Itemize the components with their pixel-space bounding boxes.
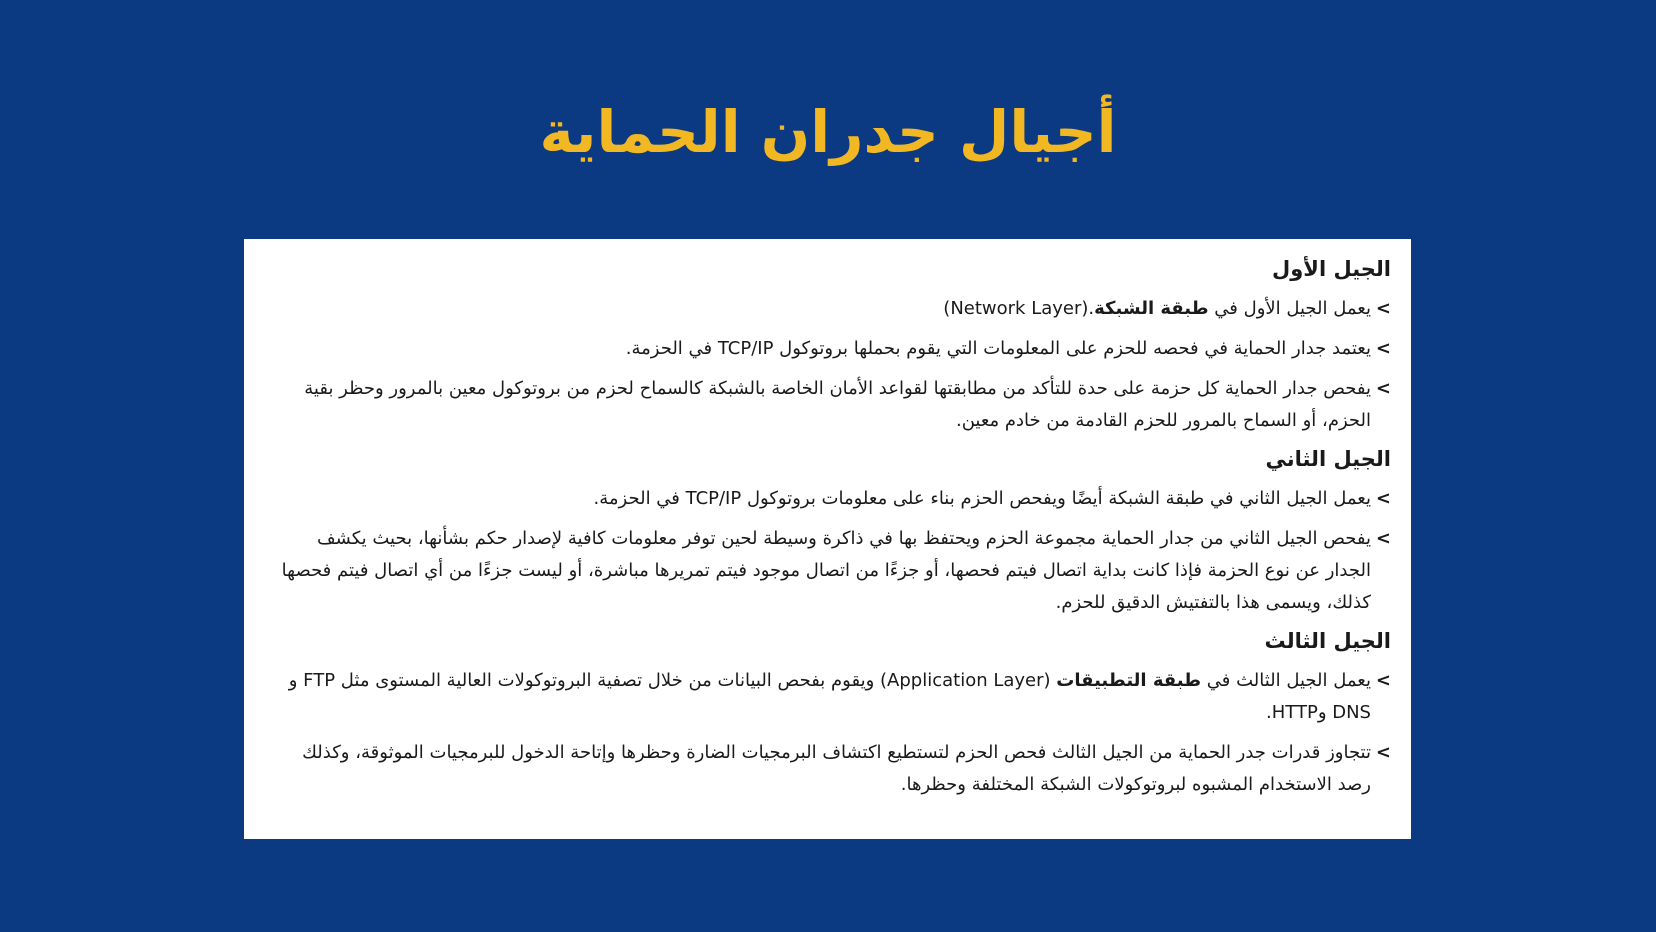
bullet-bold-text: طبقة الشبكة xyxy=(1094,298,1209,319)
bullet-marker: > xyxy=(1375,338,1391,359)
bullet-text: يفحص جدار الحماية كل حزمة على حدة للتأكد من مطابقتها لقواعد الأمان الخاصة بالشبكة كالسماح لحزم من بروتوكول معين بالمرور وحظر بقية الحزم، أو السماح بالمرور للحزم القادمة من خادم معين. xyxy=(304,378,1371,431)
bullet-item xyxy=(276,665,1391,729)
bullet-text-tail: (Network Layer). xyxy=(937,298,1095,319)
content-panel xyxy=(244,239,1411,839)
section-heading-gen2: الجيل الثاني xyxy=(1265,447,1391,471)
slide-title: أجيال جدران الحماية xyxy=(539,98,1117,166)
bullet-text: يعمل الجيل الثالث في xyxy=(1201,670,1371,691)
bullet-text: يعمل الجيل الأول في xyxy=(1208,298,1371,319)
bullet-item xyxy=(276,373,1391,437)
bullet-marker: > xyxy=(1375,378,1391,399)
bullet-text: يعتمد جدار الحماية في فحصه للحزم على المعلومات التي يقوم بحملها بروتوكول TCP/IP في الحزمة. xyxy=(625,338,1371,359)
bullet-text: يفحص الجيل الثاني من جدار الحماية مجموعة الحزم ويحتفظ بها في ذاكرة وسيطة لحين توفر معلومات كافية لإصدار حكم بشأنها، بحيث يكشف الجدار عن نوع الحزمة فإذا كانت بداية اتصال فيتم فحصها، أو جزءًا من اتصال موجود فيتم تمريرها مباشرة، أو ليست جزءًا من أي اتصال فيتم فحصها كذلك، ويسمى هذا بالتفتيش الدقيق للحزم. xyxy=(281,528,1371,613)
bullet-marker: > xyxy=(1375,488,1391,509)
bullet-item xyxy=(276,523,1391,619)
bullet-bold-text: طبقة التطبيقات xyxy=(1056,670,1202,691)
bullet-item xyxy=(276,293,1391,325)
bullet-marker: > xyxy=(1375,528,1391,549)
bullet-marker: > xyxy=(1375,742,1391,763)
section-heading-gen3: الجيل الثالث xyxy=(1264,629,1391,653)
bullet-marker: > xyxy=(1375,670,1391,691)
bullet-text: تتجاوز قدرات جدر الحماية من الجيل الثالث فحص الحزم لتستطيع اكتشاف البرمجيات الضارة وحظرها وإتاحة الدخول للبرمجيات الموثوقة، وكذلك رصد الاستخدام المشبوه لبروتوكولات الشبكة المختلفة وحظرها. xyxy=(302,742,1371,795)
bullet-item xyxy=(276,737,1391,801)
bullet-item xyxy=(276,483,1391,515)
bullet-text-tail: (Application Layer) ويقوم بفحص البيانات من خلال تصفية البروتوكولات العالية المستوى مثل FTP و DNS وHTTP. xyxy=(288,670,1371,723)
section-heading-gen1: الجيل الأول xyxy=(1272,257,1391,281)
bullet-marker: > xyxy=(1375,298,1391,319)
bullet-item xyxy=(276,333,1391,365)
bullet-text: يعمل الجيل الثاني في طبقة الشبكة أيضًا ويفحص الحزم بناء على معلومات بروتوكول TCP/IP في الحزمة. xyxy=(593,488,1371,509)
